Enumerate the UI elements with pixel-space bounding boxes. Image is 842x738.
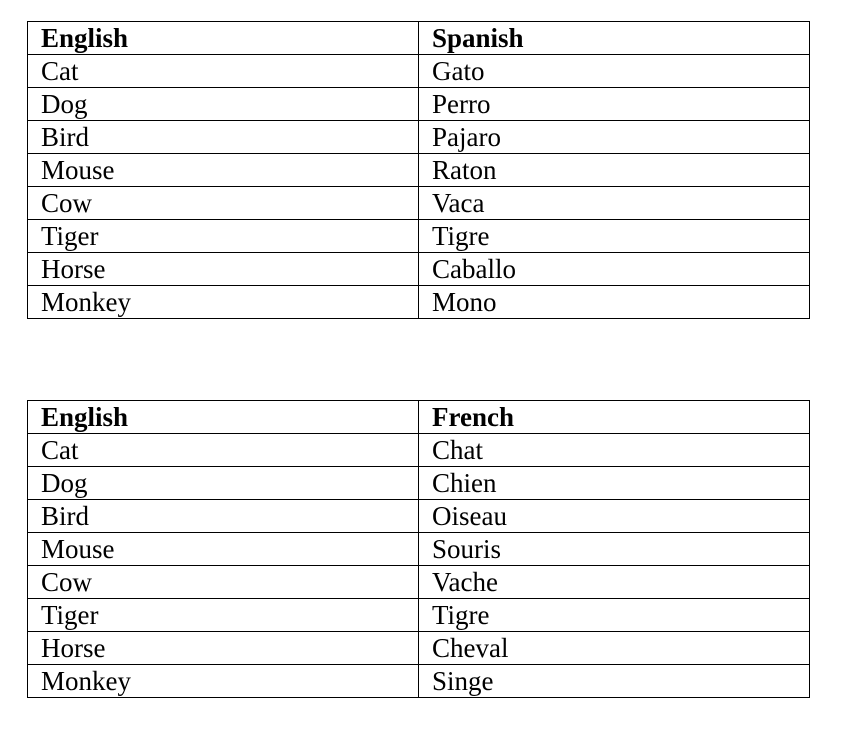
english-word: Monkey [28,665,419,698]
table-row [28,121,810,154]
spanish-word: Caballo [419,253,810,286]
spanish-word: Perro [419,88,810,121]
table-row [28,599,810,632]
column-header-english: English [28,22,419,55]
french-word: Singe [419,665,810,698]
table-row [28,220,810,253]
column-header-spanish: Spanish [419,22,810,55]
french-word: Tigre [419,599,810,632]
english-word: Cow [28,566,419,599]
table-row [28,566,810,599]
spanish-word: Pajaro [419,121,810,154]
english-word: Bird [28,121,419,154]
header-row [28,401,810,434]
spanish-word: Vaca [419,187,810,220]
english-word: Tiger [28,599,419,632]
english-french-table [27,400,810,698]
table-row [28,632,810,665]
table-row [28,500,810,533]
english-word: Dog [28,88,419,121]
table-row [28,154,810,187]
english-word: Tiger [28,220,419,253]
french-word: Chien [419,467,810,500]
english-word: Dog [28,467,419,500]
english-word: Monkey [28,286,419,319]
english-word: Mouse [28,154,419,187]
column-header-french: French [419,401,810,434]
english-word: Bird [28,500,419,533]
french-word: Souris [419,533,810,566]
spanish-word: Raton [419,154,810,187]
table-row [28,55,810,88]
table-row [28,434,810,467]
french-word: Vache [419,566,810,599]
table-row [28,187,810,220]
table-row [28,533,810,566]
english-word: Horse [28,253,419,286]
header-row [28,22,810,55]
spanish-word: Tigre [419,220,810,253]
french-word: Chat [419,434,810,467]
french-word: Oiseau [419,500,810,533]
table-row [28,665,810,698]
english-word: Horse [28,632,419,665]
column-header-english: English [28,401,419,434]
english-word: Mouse [28,533,419,566]
table-row [28,467,810,500]
english-word: Cat [28,55,419,88]
table-row [28,286,810,319]
spanish-word: Gato [419,55,810,88]
french-word: Cheval [419,632,810,665]
spanish-word: Mono [419,286,810,319]
english-word: Cat [28,434,419,467]
english-word: Cow [28,187,419,220]
english-spanish-table [27,21,810,319]
table-row [28,88,810,121]
table-row [28,253,810,286]
